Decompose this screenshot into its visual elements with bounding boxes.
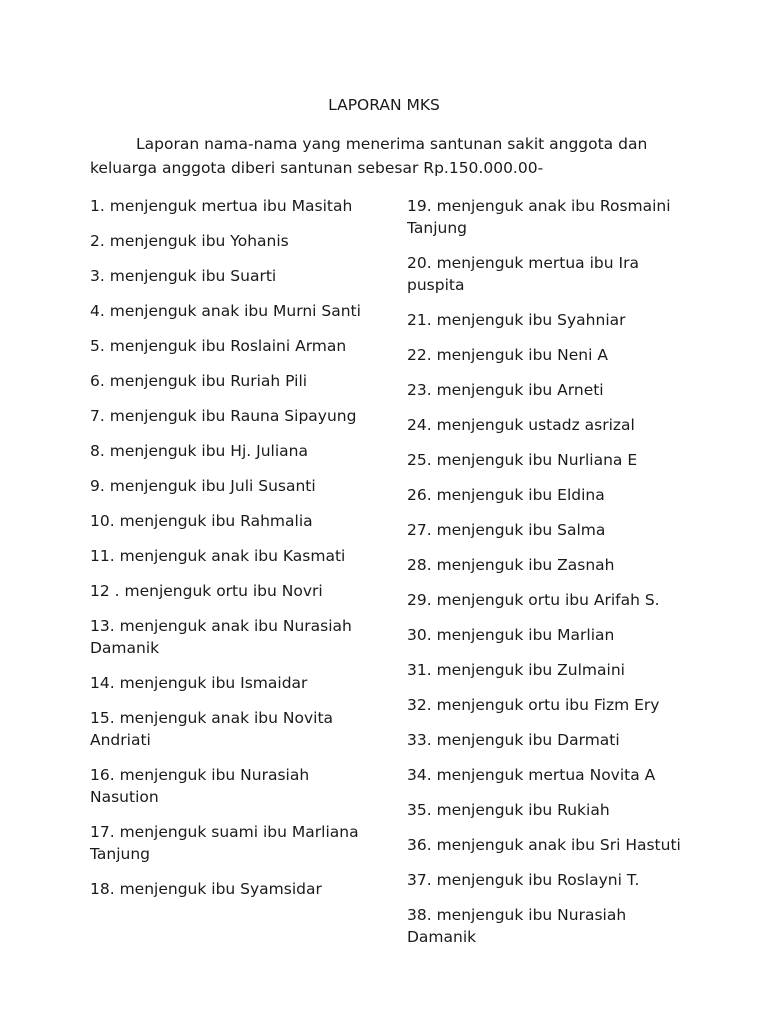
list-item: 9. menjenguk ibu Juli Susanti bbox=[90, 477, 316, 495]
list-item: 20. menjenguk mertua ibu Ira puspita bbox=[407, 254, 639, 294]
list-item: 26. menjenguk ibu Eldina bbox=[407, 486, 605, 504]
list-item: 23. menjenguk ibu Arneti bbox=[407, 381, 604, 399]
list-item: 6. menjenguk ibu Ruriah Pili bbox=[90, 372, 308, 390]
list-item: 38. menjenguk ibu Nurasiah Damanik bbox=[407, 906, 627, 946]
list-item: 21. menjenguk ibu Syahniar bbox=[407, 311, 626, 329]
list-item: 13. menjenguk anak ibu Nurasiah Damanik bbox=[90, 617, 352, 657]
list-item: 34. menjenguk mertua Novita A bbox=[407, 766, 656, 784]
list-item: 12 . menjenguk ortu ibu Novri bbox=[90, 582, 323, 600]
list-item: 3. menjenguk ibu Suarti bbox=[90, 267, 277, 285]
list-item: 25. menjenguk ibu Nurliana E bbox=[407, 451, 638, 469]
list-item: 16. menjenguk ibu Nurasiah Nasution bbox=[90, 766, 310, 806]
list-item: 4. menjenguk anak ibu Murni Santi bbox=[90, 302, 361, 320]
list-item: 11. menjenguk anak ibu Kasmati bbox=[90, 547, 346, 565]
list-item: 28. menjenguk ibu Zasnah bbox=[407, 556, 615, 574]
recipient-list-right bbox=[407, 195, 697, 961]
list-item: 29. menjenguk ortu ibu Arifah S. bbox=[407, 591, 660, 609]
list-item: 2. menjenguk ibu Yohanis bbox=[90, 232, 289, 250]
recipient-list-left bbox=[90, 195, 375, 913]
list-item: 33. menjenguk ibu Darmati bbox=[407, 731, 620, 749]
list-item: 32. menjenguk ortu ibu Fizm Ery bbox=[407, 696, 660, 714]
list-item: 18. menjenguk ibu Syamsidar bbox=[90, 880, 322, 898]
list-item: 10. menjenguk ibu Rahmalia bbox=[90, 512, 313, 530]
list-item: 24. menjenguk ustadz asrizal bbox=[407, 416, 635, 434]
list-item: 5. menjenguk ibu Roslaini Arman bbox=[90, 337, 347, 355]
list-item: 30. menjenguk ibu Marlian bbox=[407, 626, 615, 644]
list-item: 27. menjenguk ibu Salma bbox=[407, 521, 606, 539]
list-item: 7. menjenguk ibu Rauna Sipayung bbox=[90, 407, 357, 425]
list-item: 17. menjenguk suami ibu Marliana Tanjung bbox=[90, 823, 359, 863]
list-item: 14. menjenguk ibu Ismaidar bbox=[90, 674, 308, 692]
list-item: 36. menjenguk anak ibu Sri Hastuti bbox=[407, 836, 681, 854]
list-item: 22. menjenguk ibu Neni A bbox=[407, 346, 608, 364]
document-title: LAPORAN MKS bbox=[328, 96, 440, 114]
list-item: 37. menjenguk ibu Roslayni T. bbox=[407, 871, 640, 889]
list-item: 8. menjenguk ibu Hj. Juliana bbox=[90, 442, 308, 460]
list-item: 31. menjenguk ibu Zulmaini bbox=[407, 661, 625, 679]
list-item: 15. menjenguk anak ibu Novita Andriati bbox=[90, 709, 334, 749]
list-item: 35. menjenguk ibu Rukiah bbox=[407, 801, 610, 819]
intro-paragraph: Laporan nama-nama yang menerima santunan sakit anggota dan keluarga anggota diberi santunan sebesar Rp.150.000.00- bbox=[90, 135, 648, 177]
list-item: 1. menjenguk mertua ibu Masitah bbox=[90, 197, 353, 215]
list-item: 19. menjenguk anak ibu Rosmaini Tanjung bbox=[407, 197, 671, 237]
